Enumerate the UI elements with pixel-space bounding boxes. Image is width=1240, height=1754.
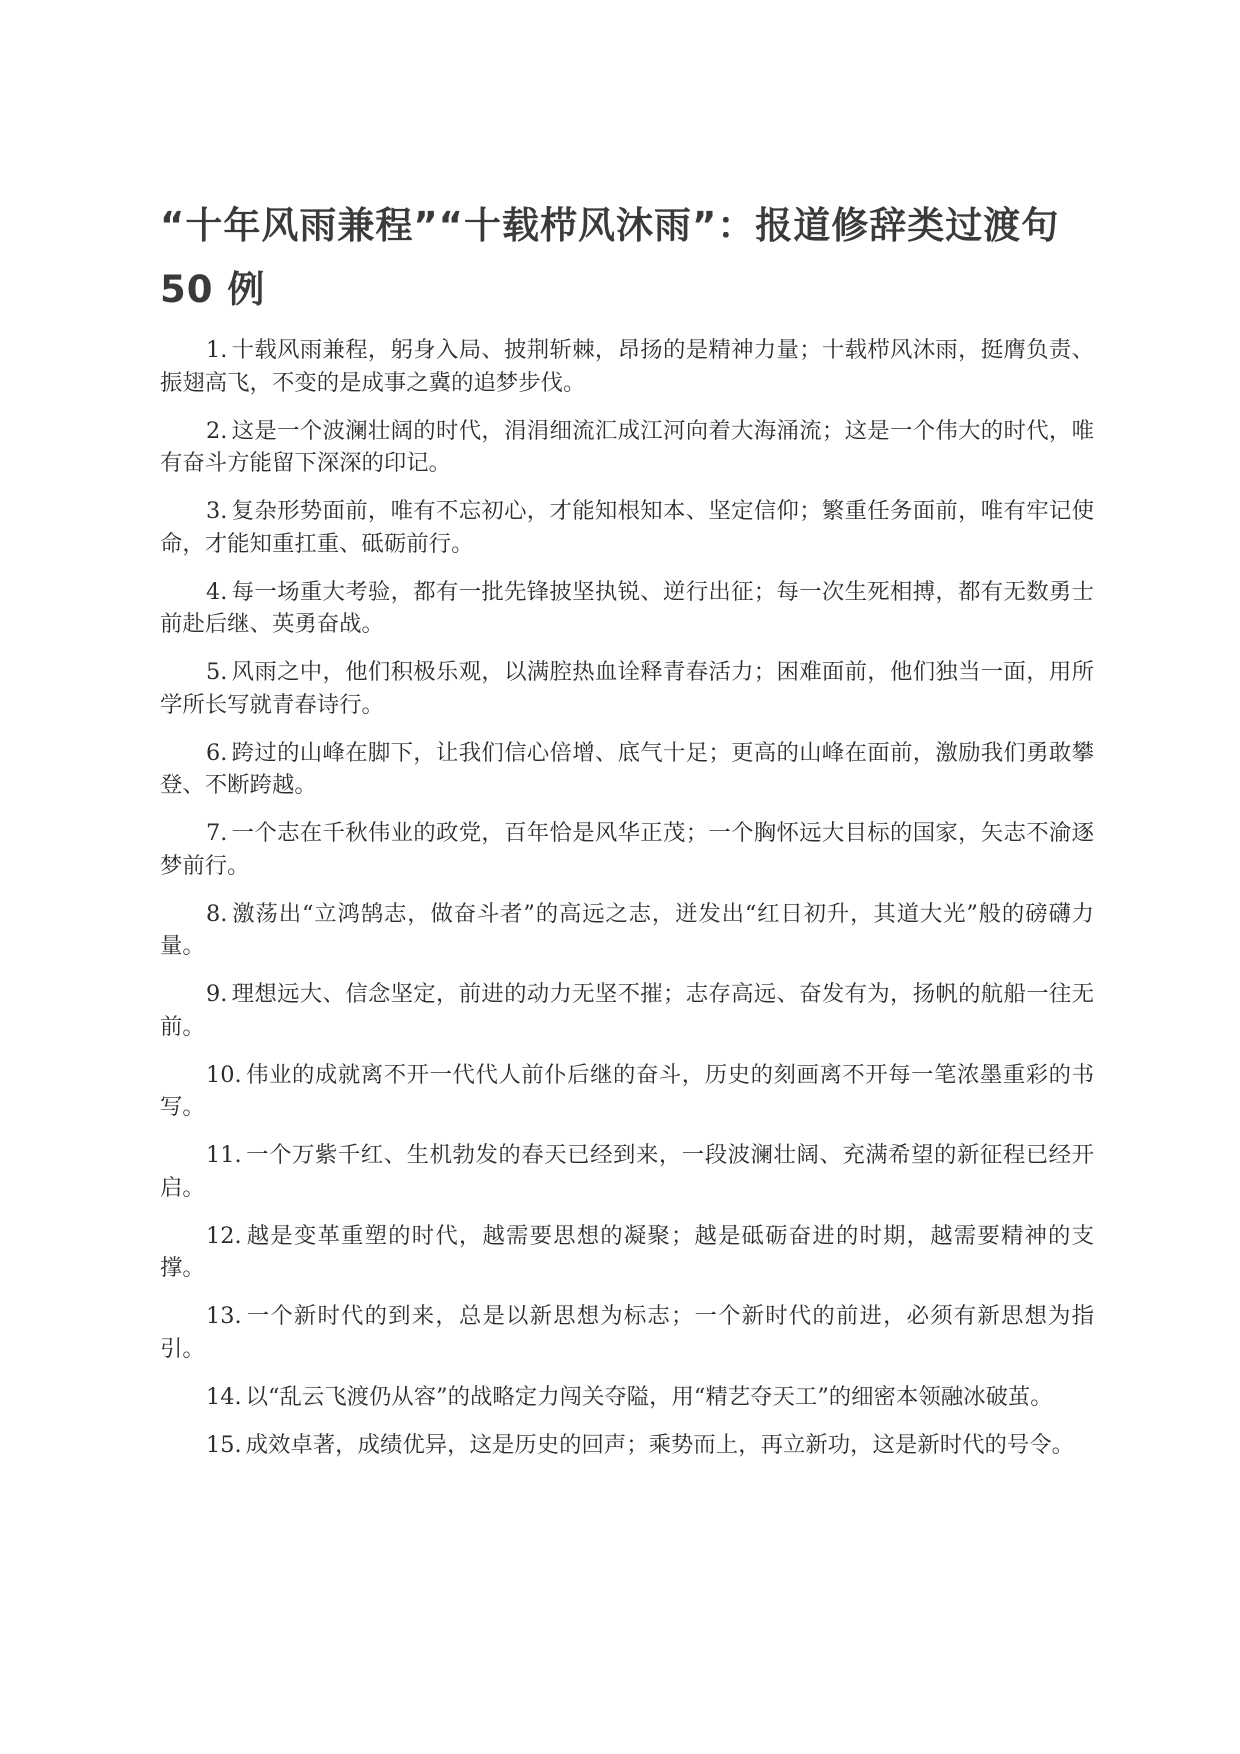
item-text: 伟业的成就离不开一代代人前仆后继的奋斗，历史的刻画离不开每一笔浓墨重彩的书写。 [160,1061,1094,1120]
item-number: 10. [206,1061,242,1088]
item-text: 一个万紫千红、生机勃发的春天已经到来，一段波澜壮阔、充满希望的新征程已经开启。 [160,1142,1094,1201]
document-title: “十年风雨兼程”“十载栉风沐雨”：报道修辞类过渡句 50 例 [160,204,1060,311]
item-text: 跨过的山峰在脚下，让我们信心倍增、底气十足；更高的山峰在面前，激励我们勇敢攀登、不断跨越。 [160,739,1094,798]
item-number: 6. [206,739,228,766]
item-number: 14. [206,1383,242,1410]
list-item [160,334,1094,399]
item-text: 以“乱云飞渡仍从容”的战略定力闯关夺隘，用“精艺夺天工”的细密本领融冰破茧。 [245,1383,1053,1410]
list-item [160,495,1094,560]
item-number: 7. [206,820,228,846]
item-number: 3. [206,498,228,524]
item-text: 理想远大、信念坚定，前进的动力无坚不摧；志存高远、奋发有为，扬帆的航船一往无前。 [160,981,1094,1040]
item-text: 一个新时代的到来，总是以新思想为标志；一个新时代的前进，必须有新思想为指引。 [160,1303,1094,1362]
item-number: 12. [206,1222,242,1249]
item-number: 4. [206,578,228,605]
list-item [160,576,1094,641]
item-text: 这是一个波澜壮阔的时代，涓涓细流汇成江河向着大海涌流；这是一个伟大的时代，唯有奋斗方能留下深深的印记。 [160,417,1094,476]
item-text: 风雨之中，他们积极乐观，以满腔热血诠释青春活力；困难面前，他们独当一面，用所学所长写就青春诗行。 [160,659,1094,718]
item-number: 5. [206,659,228,685]
document-page [160,194,1094,1477]
item-text: 十载风雨兼程，躬身入局、披荆斩棘，昂扬的是精神力量；十载栉风沐雨，挺膺负责、振翅高飞，不变的是成事之冀的追梦步伐。 [160,337,1094,396]
item-number: 11. [206,1142,242,1168]
item-text: 成效卓著，成绩优异，这是历史的回声；乘势而上，再立新功，这是新时代的号令。 [245,1431,1075,1458]
list-item [160,1429,1094,1462]
item-number: 1. [206,337,228,363]
list-item [160,1220,1094,1285]
list-item [160,1381,1094,1414]
list-item [160,415,1094,480]
item-text: 激荡出“立鸿鹄志，做奋斗者”的高远之志，迸发出“红日初升，其道大光”般的磅礴力量。 [160,900,1094,959]
list-item [160,737,1094,802]
item-number: 8. [206,900,228,927]
list-item [160,1059,1094,1124]
item-number: 2. [206,417,228,444]
item-text: 复杂形势面前，唯有不忘初心，才能知根知本、坚定信仰；繁重任务面前，唯有牢记使命，才能知重扛重、砥砺前行。 [160,498,1094,557]
list-item [160,656,1094,721]
list-item [160,898,1094,963]
list-item [160,978,1094,1043]
list-item [160,1300,1094,1365]
item-text: 越是变革重塑的时代，越需要思想的凝聚；越是砥砺奋进的时期，越需要精神的支撑。 [160,1222,1094,1281]
item-text: 每一场重大考验，都有一批先锋披坚执锐、逆行出征；每一次生死相搏，都有无数勇士前赴后继、英勇奋战。 [160,578,1094,637]
sentence-list [160,334,1094,1461]
item-text: 一个志在千秋伟业的政党，百年恰是风华正茂；一个胸怀远大目标的国家，矢志不渝逐梦前行。 [160,820,1094,879]
list-item [160,817,1094,882]
list-item [160,1139,1094,1204]
item-number: 13. [206,1303,242,1329]
item-number: 15. [206,1431,242,1458]
item-number: 9. [206,981,228,1007]
